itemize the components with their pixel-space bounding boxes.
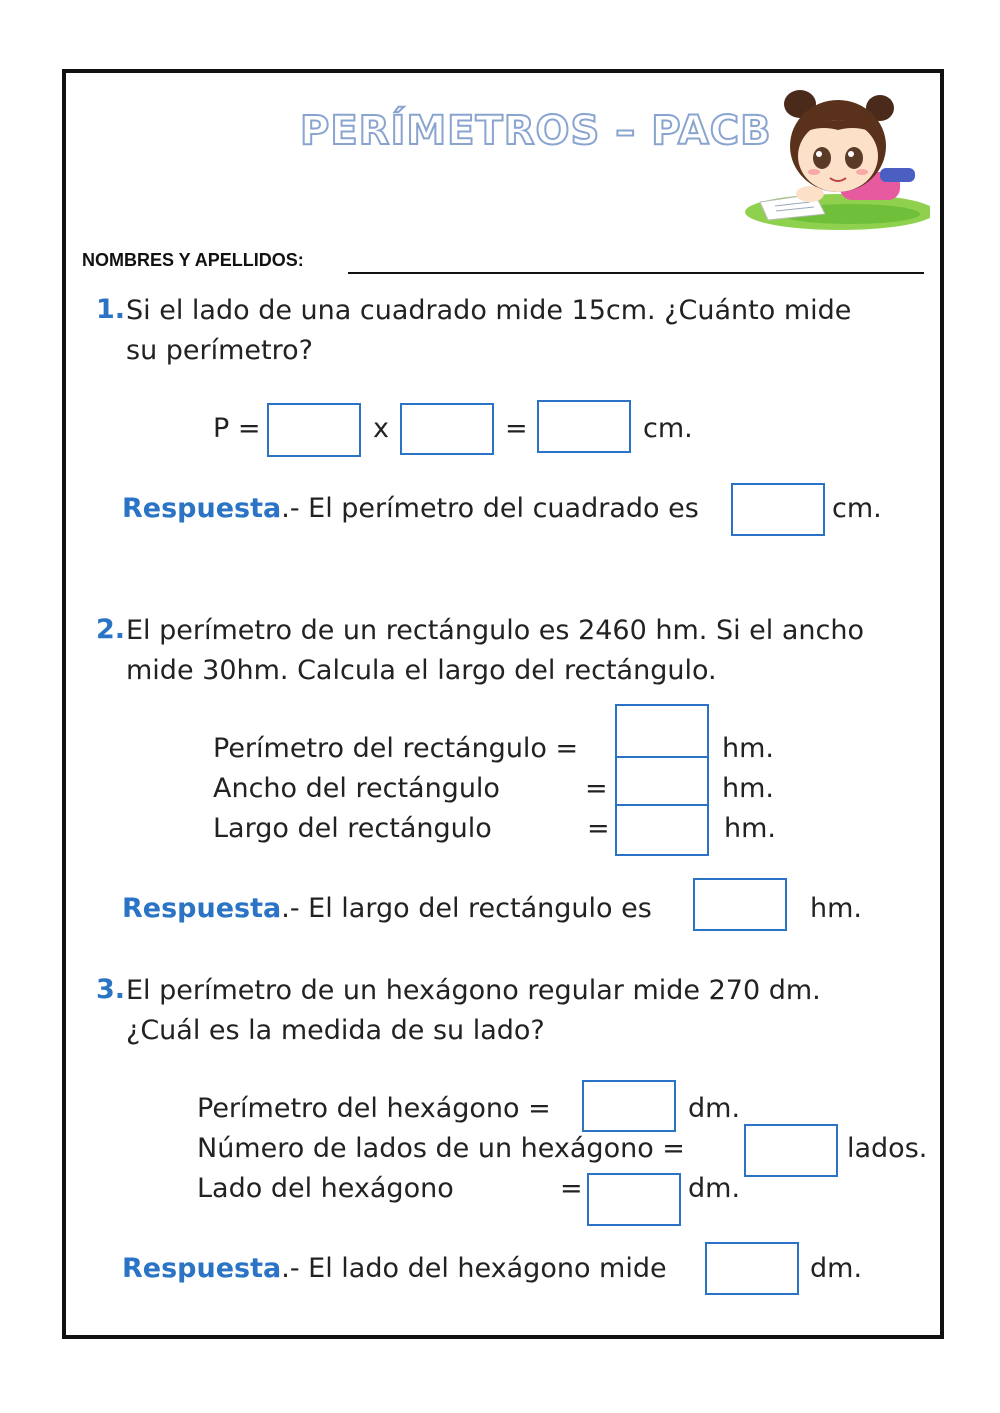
names-input-line[interactable] [348,272,924,274]
q2-length-unit: hm. [724,813,776,844]
q1-side-box-2[interactable] [400,403,494,455]
q3-answer-text: .- El lado del hexágono mide [281,1253,667,1284]
q1-answer-unit: cm. [832,493,882,524]
question-3-text-line-1: El perímetro de un hexágono regular mide 270 dm. [126,975,821,1006]
q1-formula-lhs: P = [213,413,261,444]
q3-side-equals: = [560,1173,583,1204]
question-1-number: 1. [96,294,126,325]
q3-answer-label: Respuesta [122,1253,282,1284]
question-1-text-line-1: Si el lado de una cuadrado mide 15cm. ¿Cuánto mide [126,295,852,326]
q1-result-box[interactable] [537,400,631,453]
q2-answer-unit: hm. [810,893,862,924]
q2-answer-text: .- El largo del rectángulo es [281,893,652,924]
question-2-number: 2. [96,614,126,645]
q3-sides-label: Número de lados de un hexágono = [197,1133,685,1164]
question-1-text-line-2: su perímetro? [126,335,313,366]
q2-perimeter-unit: hm. [722,733,774,764]
q3-side-box[interactable] [587,1173,681,1226]
q2-width-equals: = [585,773,608,804]
girl-illustration [730,84,930,234]
question-2-text-line-2: mide 30hm. Calcula el largo del rectángulo. [126,655,717,686]
q2-answer-label: Respuesta [122,893,282,924]
q2-answer-line [122,893,652,924]
q1-answer-box[interactable] [731,483,825,536]
page-title: PERÍMETROS – PACB [300,108,772,154]
q2-length-label: Largo del rectángulo [213,813,492,844]
q2-width-label: Ancho del rectángulo [213,773,500,804]
q3-perimeter-unit: dm. [688,1093,741,1124]
question-3-text-line-2: ¿Cuál es la medida de su lado? [126,1015,545,1046]
q1-answer-text: .- El perímetro del cuadrado es [281,493,699,524]
q2-width-box[interactable] [615,756,709,806]
q1-answer-line [122,493,699,524]
names-label: NOMBRES Y APELLIDOS: [82,250,304,270]
q2-answer-box[interactable] [693,878,787,931]
q2-length-box[interactable] [615,804,709,856]
q1-equals-sign: = [505,413,528,444]
q1-answer-label: Respuesta [122,493,282,524]
q3-perimeter-label: Perímetro del hexágono = [197,1093,551,1124]
q2-perimeter-label: Perímetro del rectángulo = [213,733,579,764]
question-2-text-line-1: El perímetro de un rectángulo es 2460 hm. Si el ancho [126,615,864,646]
q2-length-equals: = [587,813,610,844]
q3-answer-line [122,1253,667,1284]
question-3-number: 3. [96,974,126,1005]
q1-side-box-1[interactable] [267,403,361,457]
q1-times-sign: x [373,413,389,444]
q3-sides-unit: lados. [847,1133,928,1164]
q3-sides-box[interactable] [744,1124,838,1177]
q3-answer-unit: dm. [810,1253,863,1284]
q3-side-unit: dm. [688,1173,741,1204]
q1-formula-unit: cm. [643,413,693,444]
q3-answer-box[interactable] [705,1242,799,1295]
q3-side-label: Lado del hexágono [197,1173,454,1204]
q2-width-unit: hm. [722,773,774,804]
q2-perimeter-box[interactable] [615,704,709,758]
q3-perimeter-box[interactable] [582,1080,676,1132]
